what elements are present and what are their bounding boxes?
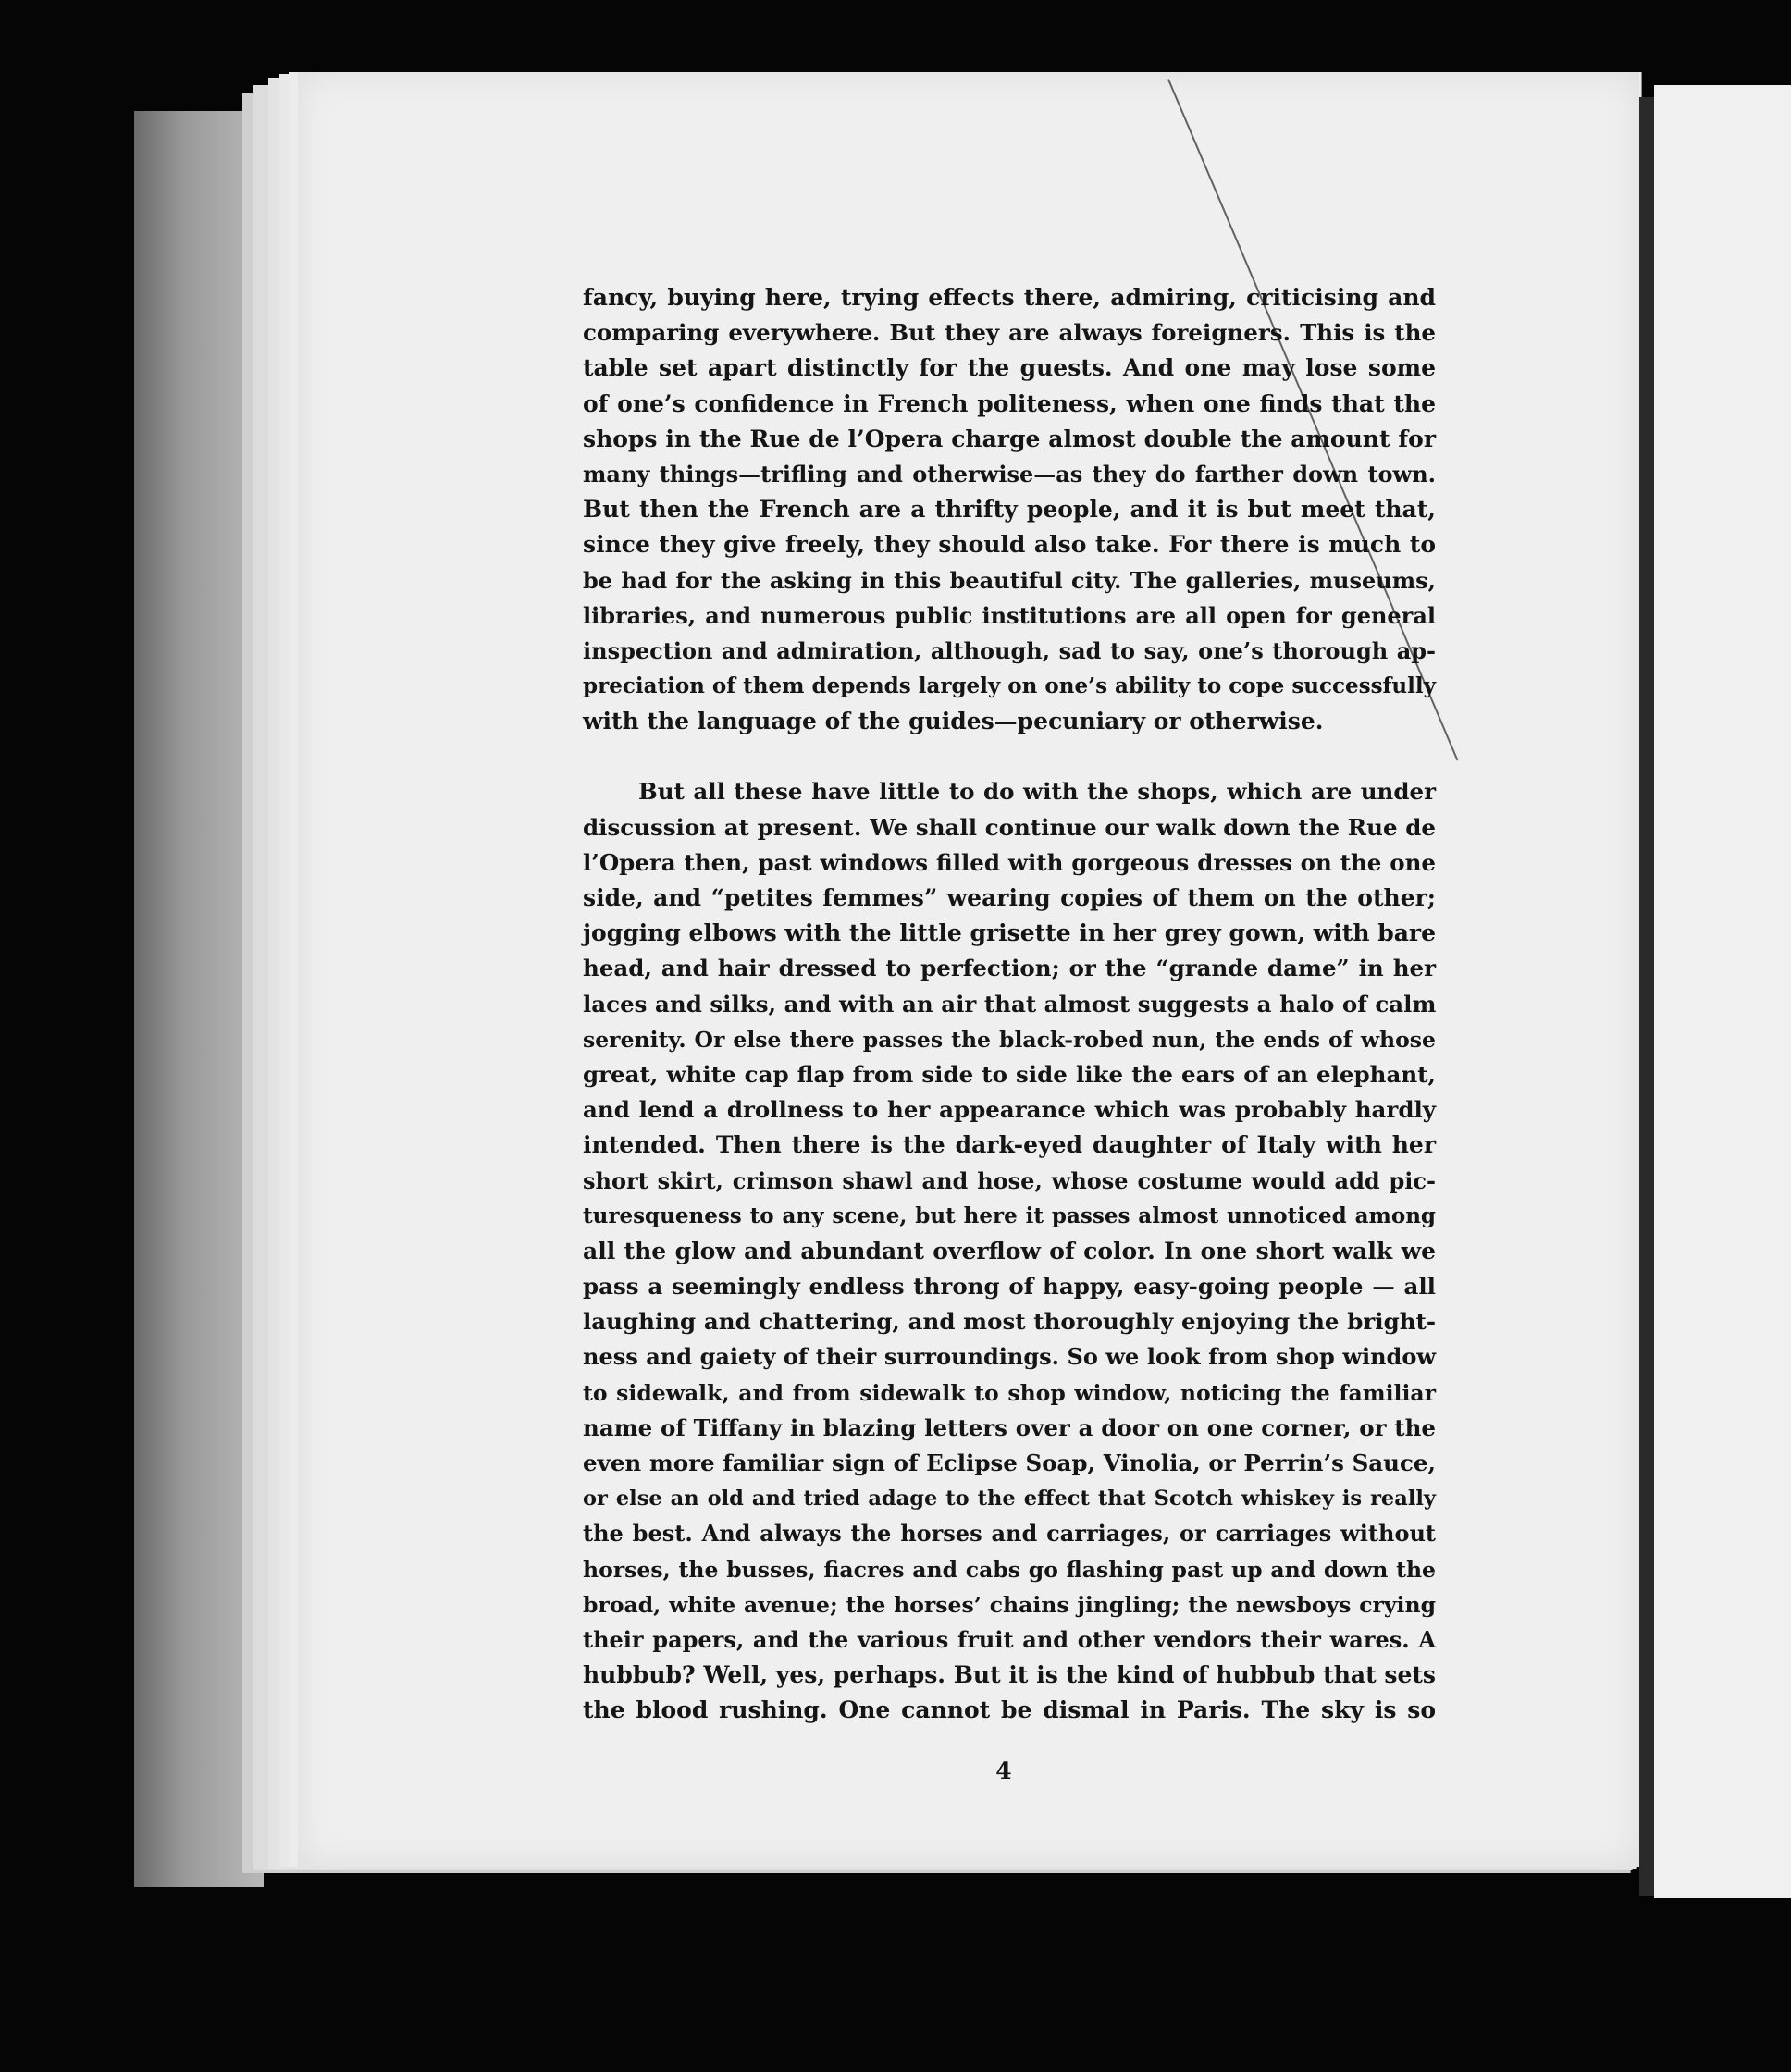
facing-page-edge <box>1654 85 1791 1898</box>
text-line: libraries, and numerous public institutions are all open for general <box>583 601 1436 629</box>
text-line: the best. And always the horses and carriages, or carriages without <box>583 1520 1436 1548</box>
text-line: pass a seemingly endless throng of happy, easy-going people — all <box>583 1273 1436 1301</box>
text-line: even more familiar sign of Eclipse Soap, Vinolia, or Perrin’s Sauce, <box>583 1449 1436 1476</box>
book-spine-gap <box>1639 97 1654 1896</box>
text-line: comparing everywhere. But they are always foreigners. This is the <box>583 319 1436 347</box>
text-line: But all these have little to do with the shops, which are under <box>638 778 1436 806</box>
text-line: with the language of the guides—pecuniary or otherwise. <box>583 708 1324 735</box>
text-line: and lend a drollness to her appearance which was probably hardly <box>583 1096 1436 1124</box>
text-line: of one’s confidence in French politeness, when one finds that the <box>583 389 1436 417</box>
text-line: broad, white avenue; the horses’ chains jingling; the newsboys crying <box>583 1591 1436 1618</box>
text-line: laces and silks, and with an air that almost suggests a halo of calm <box>583 990 1437 1018</box>
text-line: ness and gaiety of their surroundings. So we look from shop window <box>583 1343 1436 1371</box>
text-line: be had for the asking in this beautiful city. The galleries, museums, <box>583 566 1436 594</box>
text-line: jogging elbows with the little grisette in her grey gown, with bare <box>583 919 1436 947</box>
text-line: laughing and chattering, and most thoroughly enjoying the bright- <box>583 1308 1436 1336</box>
text-line: or else an old and tried adage to the effect that Scotch whiskey is really <box>583 1486 1436 1511</box>
text-line: since they give freely, they should also take. For there is much to <box>583 531 1436 559</box>
text-line: many things—trifling and otherwise—as they do farther down town. <box>583 460 1436 487</box>
text-line: fancy, buying here, trying effects there, admiring, criticising and <box>583 284 1436 311</box>
text-line: But then the French are a thrifty people, and it is but meet that, <box>583 496 1436 524</box>
text-line: their papers, and the various fruit and other vendors their wares. A <box>583 1625 1436 1653</box>
page-number: 4 <box>995 1758 1012 1784</box>
text-line: short skirt, crimson shawl and hose, whose costume would add pic- <box>583 1166 1436 1194</box>
text-line: name of Tiffany in blazing letters over a door on one corner, or the <box>583 1413 1436 1441</box>
text-line: all the glow and abundant overflow of color. In one short walk we <box>583 1237 1436 1264</box>
text-line: preciation of them depends largely on one’s ability to cope successfully <box>583 673 1436 699</box>
text-line: discussion at present. We shall continue our walk down the Rue de <box>583 813 1436 841</box>
text-line: turesqueness to any scene, but here it passes almost unnoticed among <box>583 1202 1436 1228</box>
text-line: intended. Then there is the dark-eyed daughter of Italy with her <box>583 1131 1436 1159</box>
text-line: l’Opera then, past windows filled with gorgeous dresses on the one <box>583 848 1436 876</box>
text-line: inspection and admiration, although, sad to say, one’s thorough ap- <box>583 636 1436 664</box>
text-line: head, and hair dressed to perfection; or the “grande dame” in her <box>583 955 1436 982</box>
text-line: the blood rushing. One cannot be dismal in Paris. The sky is so <box>583 1696 1436 1724</box>
paragraph-1 <box>583 280 1436 739</box>
text-line: side, and “petites femmes” wearing copies of them on the other; <box>583 884 1436 911</box>
text-line: shops in the Rue de l’Opera charge almost double the amount for <box>583 425 1436 452</box>
body-text <box>583 280 1436 1729</box>
text-line: table set apart distinctly for the guests. And one may lose some <box>583 354 1436 382</box>
text-line: to sidewalk, and from sidewalk to shop window, noticing the familiar <box>583 1379 1436 1406</box>
text-line: great, white cap flap from side to side like the ears of an elephant, <box>583 1060 1436 1088</box>
text-line: hubbub? Well, yes, perhaps. But it is the kind of hubbub that sets <box>583 1661 1436 1689</box>
text-line: serenity. Or else there passes the black-robed nun, the ends of whose <box>583 1026 1436 1053</box>
paragraph-2 <box>583 774 1436 1728</box>
text-line: horses, the busses, fiacres and cabs go flashing past up and down the <box>583 1556 1436 1583</box>
